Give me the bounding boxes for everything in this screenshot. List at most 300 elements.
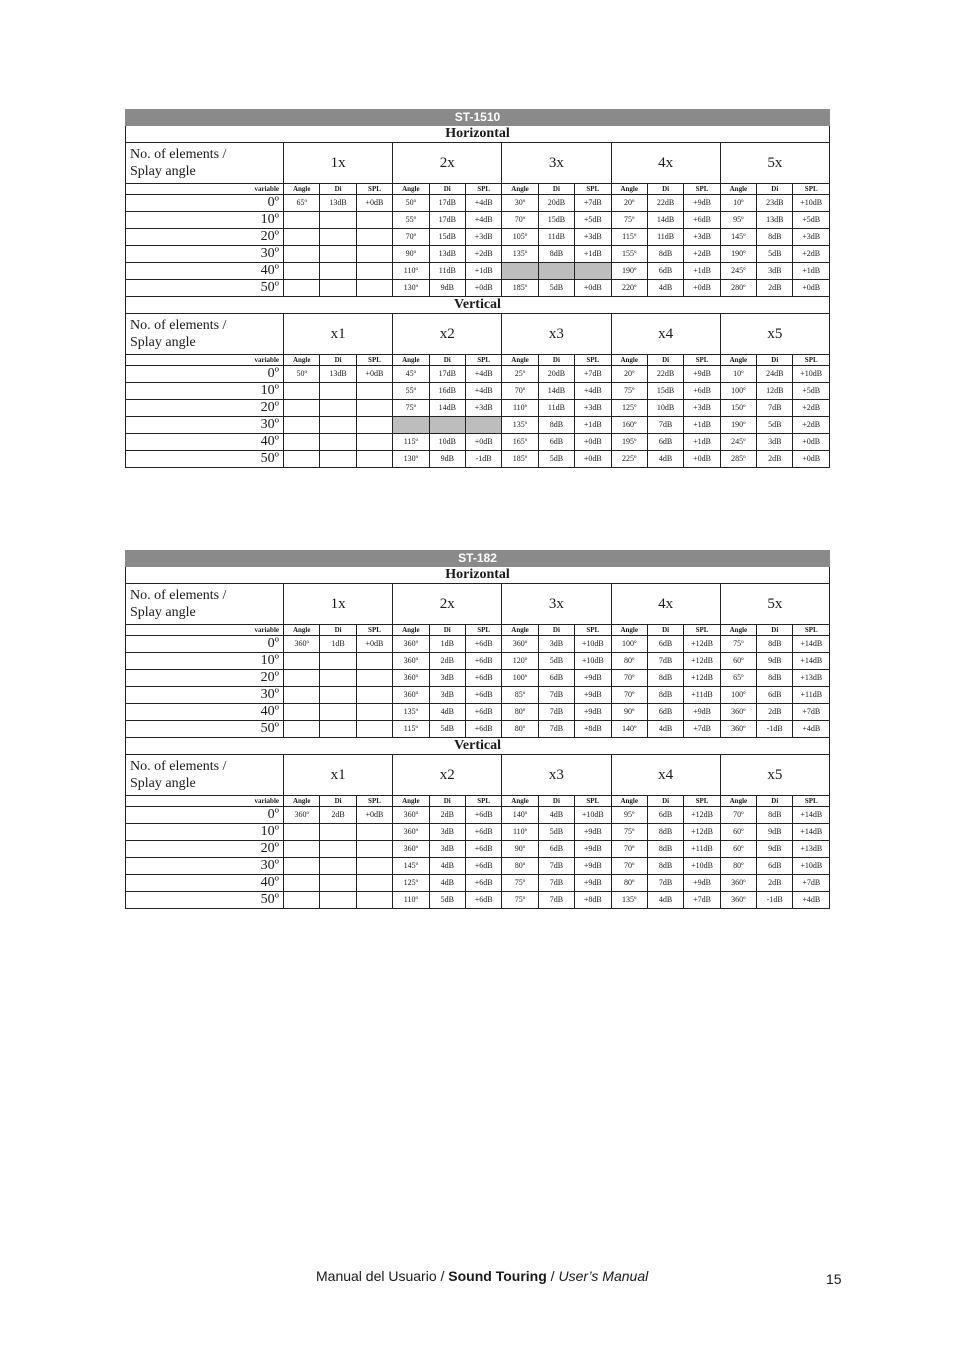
table-cell: 75º xyxy=(720,636,756,653)
empty-cell xyxy=(320,704,356,721)
table-cell: 75º xyxy=(393,400,429,417)
table-cell: 9dB xyxy=(757,841,793,858)
element-count-header: 1x xyxy=(284,584,393,625)
table-cell: +9dB xyxy=(575,704,611,721)
table-cell: 9dB xyxy=(757,824,793,841)
table-cell: +6dB xyxy=(465,841,501,858)
empty-cell xyxy=(320,246,356,263)
empty-cell xyxy=(356,721,392,738)
table-cell: 6dB xyxy=(647,434,683,451)
table-cell: 8dB xyxy=(647,246,683,263)
table-cell: +6dB xyxy=(465,824,501,841)
column-header-spl: SPL xyxy=(684,625,720,636)
column-header-angle: Angle xyxy=(720,184,756,195)
table-cell: +14dB xyxy=(793,824,830,841)
table-cell: +0dB xyxy=(793,451,830,468)
empty-cell xyxy=(284,687,320,704)
section-row xyxy=(126,567,830,584)
table-cell: 70º xyxy=(502,383,538,400)
table-cell: 360º xyxy=(720,892,756,909)
table-cell: +7dB xyxy=(575,366,611,383)
empty-cell xyxy=(356,653,392,670)
table-cell: 160º xyxy=(611,417,647,434)
table-cell: 8dB xyxy=(757,636,793,653)
table-cell: 8dB xyxy=(757,229,793,246)
table-cell: +1dB xyxy=(684,434,720,451)
table-cell: 3dB xyxy=(429,670,465,687)
table-cell: 360º xyxy=(393,687,429,704)
table-row xyxy=(126,366,830,383)
table-cell: +0dB xyxy=(356,366,392,383)
table-cell: 50º xyxy=(284,366,320,383)
table-cell: -1dB xyxy=(465,451,501,468)
table-cell: 360º xyxy=(720,704,756,721)
table-cell: 90º xyxy=(611,704,647,721)
count-header-row xyxy=(126,584,830,625)
table-cell: 100º xyxy=(720,383,756,400)
splay-angle-label: 10º xyxy=(126,212,284,229)
table-cell: +6dB xyxy=(465,670,501,687)
column-header-di: Di xyxy=(320,184,356,195)
splay-angle-label: 40º xyxy=(126,704,284,721)
table-cell: +9dB xyxy=(684,704,720,721)
empty-cell xyxy=(356,229,392,246)
element-count-header: x4 xyxy=(611,314,720,355)
st182-table xyxy=(125,550,829,909)
table-cell: +0dB xyxy=(465,434,501,451)
splay-angle-label: 40º xyxy=(126,263,284,280)
column-header-di: Di xyxy=(757,796,793,807)
table-cell: 145º xyxy=(720,229,756,246)
element-count-header: x1 xyxy=(284,314,393,355)
table-cell: +10dB xyxy=(793,366,830,383)
table-cell: 195º xyxy=(611,434,647,451)
empty-cell xyxy=(284,653,320,670)
table-cell: 70º xyxy=(611,670,647,687)
column-header-di: Di xyxy=(757,184,793,195)
table-cell: 4dB xyxy=(429,858,465,875)
table-row xyxy=(126,858,830,875)
table-row xyxy=(126,400,830,417)
element-count-header: x3 xyxy=(502,314,611,355)
table-cell: 135º xyxy=(611,892,647,909)
empty-cell xyxy=(320,670,356,687)
table-cell: +13dB xyxy=(793,841,830,858)
empty-cell xyxy=(320,417,356,434)
table-cell: 75º xyxy=(611,212,647,229)
table-row xyxy=(126,653,830,670)
splay-angle-label: 20º xyxy=(126,229,284,246)
column-header-row xyxy=(126,625,830,636)
table-cell: +3dB xyxy=(575,229,611,246)
table-cell: 7dB xyxy=(647,653,683,670)
unavailable-cell xyxy=(429,417,465,434)
table-cell: 8dB xyxy=(647,841,683,858)
elements-label: No. of elements / xyxy=(130,147,227,162)
table-cell: +0dB xyxy=(793,280,830,297)
element-count-header: x3 xyxy=(502,755,611,796)
empty-cell xyxy=(284,704,320,721)
table-cell: 16dB xyxy=(429,383,465,400)
table-cell: 8dB xyxy=(538,246,574,263)
table-cell: 2dB xyxy=(429,807,465,824)
table-cell: +0dB xyxy=(575,434,611,451)
empty-cell xyxy=(356,892,392,909)
table-cell: 90º xyxy=(393,246,429,263)
column-header-spl: SPL xyxy=(465,184,501,195)
table-row xyxy=(126,417,830,434)
table-cell: 100º xyxy=(611,636,647,653)
table-cell: 100º xyxy=(502,670,538,687)
data-table xyxy=(125,109,830,468)
column-header-spl: SPL xyxy=(575,796,611,807)
empty-cell xyxy=(356,670,392,687)
element-count-header: x2 xyxy=(393,755,502,796)
variable-label: variable xyxy=(126,796,284,807)
table-cell: +14dB xyxy=(793,653,830,670)
table-cell: 2dB xyxy=(757,704,793,721)
table-cell: +10dB xyxy=(684,858,720,875)
empty-cell xyxy=(320,858,356,875)
empty-cell xyxy=(284,721,320,738)
column-header-di: Di xyxy=(429,625,465,636)
table-cell: +2dB xyxy=(465,246,501,263)
table-cell: +4dB xyxy=(793,892,830,909)
column-header-angle: Angle xyxy=(502,625,538,636)
table-cell: +4dB xyxy=(465,195,501,212)
table-cell: 95º xyxy=(611,807,647,824)
table-cell: +9dB xyxy=(575,841,611,858)
table-cell: 17dB xyxy=(429,366,465,383)
element-count-header: x5 xyxy=(720,755,829,796)
table-cell: +7dB xyxy=(793,704,830,721)
table-cell: 185º xyxy=(502,280,538,297)
section-title: Horizontal xyxy=(126,567,830,584)
table-cell: 360º xyxy=(720,875,756,892)
column-header-angle: Angle xyxy=(611,355,647,366)
empty-cell xyxy=(356,451,392,468)
column-header-angle: Angle xyxy=(393,355,429,366)
table-cell: 115º xyxy=(393,434,429,451)
table-cell: 5dB xyxy=(757,246,793,263)
table-cell: 115º xyxy=(611,229,647,246)
empty-cell xyxy=(320,721,356,738)
table-cell: 12dB xyxy=(757,383,793,400)
table-cell: +3dB xyxy=(465,400,501,417)
table-cell: +6dB xyxy=(465,892,501,909)
unavailable-cell xyxy=(393,417,429,434)
table-cell: +6dB xyxy=(465,807,501,824)
table-cell: 5dB xyxy=(429,721,465,738)
splay-angle-label: 30º xyxy=(126,417,284,434)
table-cell: 5dB xyxy=(538,451,574,468)
table-cell: 70º xyxy=(720,807,756,824)
empty-cell xyxy=(320,892,356,909)
table-cell: +3dB xyxy=(465,229,501,246)
table-cell: +1dB xyxy=(575,246,611,263)
table-cell: +0dB xyxy=(684,280,720,297)
table-cell: 360º xyxy=(393,653,429,670)
table-cell: +8dB xyxy=(575,892,611,909)
column-header-angle: Angle xyxy=(284,184,320,195)
column-header-spl: SPL xyxy=(684,184,720,195)
empty-cell xyxy=(356,875,392,892)
table-cell: 80º xyxy=(720,858,756,875)
splay-angle-label: 40º xyxy=(126,875,284,892)
column-header-di: Di xyxy=(757,355,793,366)
column-header-angle: Angle xyxy=(720,355,756,366)
table-cell: 135º xyxy=(502,417,538,434)
table-cell: 360º xyxy=(393,670,429,687)
table-cell: 5dB xyxy=(757,417,793,434)
table-cell: 60º xyxy=(720,824,756,841)
table-cell: 70º xyxy=(393,229,429,246)
table-cell: 360º xyxy=(720,721,756,738)
empty-cell xyxy=(284,212,320,229)
table-cell: 11dB xyxy=(647,229,683,246)
column-header-angle: Angle xyxy=(720,796,756,807)
unavailable-cell xyxy=(465,417,501,434)
elements-splay-label xyxy=(126,584,284,625)
table-cell: 3dB xyxy=(429,687,465,704)
column-header-di: Di xyxy=(320,796,356,807)
table-cell: 190º xyxy=(720,417,756,434)
table-cell: +2dB xyxy=(793,417,830,434)
table-row xyxy=(126,451,830,468)
column-header-spl: SPL xyxy=(465,625,501,636)
table-cell: 9dB xyxy=(757,653,793,670)
table-cell: 6dB xyxy=(538,841,574,858)
table-title: ST-182 xyxy=(126,551,830,567)
splay-angle-label: 20º xyxy=(126,670,284,687)
empty-cell xyxy=(320,400,356,417)
column-header-di: Di xyxy=(538,355,574,366)
column-header-di: Di xyxy=(320,625,356,636)
column-header-angle: Angle xyxy=(502,355,538,366)
column-header-spl: SPL xyxy=(356,796,392,807)
splay-angle-label: 50º xyxy=(126,892,284,909)
table-cell: 110º xyxy=(502,400,538,417)
splay-angle-label: 50º xyxy=(126,280,284,297)
table-cell: 10dB xyxy=(429,434,465,451)
table-cell: +3dB xyxy=(575,400,611,417)
table-cell: +4dB xyxy=(465,212,501,229)
variable-label: variable xyxy=(126,355,284,366)
table-cell: 10º xyxy=(720,195,756,212)
table-cell: 130º xyxy=(393,280,429,297)
table-cell: +6dB xyxy=(465,721,501,738)
table-cell: +6dB xyxy=(465,875,501,892)
splay-angle-label: 10º xyxy=(126,383,284,400)
table-cell: 9dB xyxy=(429,280,465,297)
table-cell: 4dB xyxy=(647,721,683,738)
table-cell: 70º xyxy=(611,841,647,858)
table-cell: 360º xyxy=(284,636,320,653)
empty-cell xyxy=(284,417,320,434)
table-cell: 360º xyxy=(393,824,429,841)
table-cell: 13dB xyxy=(757,212,793,229)
table-cell: +11dB xyxy=(793,687,830,704)
table-cell: 105º xyxy=(502,229,538,246)
unavailable-cell xyxy=(575,263,611,280)
table-cell: +4dB xyxy=(793,721,830,738)
table-cell: +1dB xyxy=(793,263,830,280)
table-cell: 220º xyxy=(611,280,647,297)
table-cell: +1dB xyxy=(684,417,720,434)
column-header-di: Di xyxy=(647,355,683,366)
table-cell: 245º xyxy=(720,263,756,280)
table-cell: 22dB xyxy=(647,366,683,383)
splay-angle-label: 10º xyxy=(126,824,284,841)
empty-cell xyxy=(284,841,320,858)
table-cell: 13dB xyxy=(429,246,465,263)
column-header-di: Di xyxy=(538,184,574,195)
section-title: Horizontal xyxy=(126,126,830,143)
column-header-spl: SPL xyxy=(465,796,501,807)
unavailable-cell xyxy=(538,263,574,280)
column-header-angle: Angle xyxy=(393,184,429,195)
table-cell: 14dB xyxy=(647,212,683,229)
empty-cell xyxy=(284,892,320,909)
table-cell: 20º xyxy=(611,195,647,212)
elements-splay-label xyxy=(126,143,284,184)
table-cell: 7dB xyxy=(538,704,574,721)
table-cell: 20º xyxy=(611,366,647,383)
table-cell: 3dB xyxy=(429,841,465,858)
table-cell: +14dB xyxy=(793,807,830,824)
element-count-header: 4x xyxy=(611,143,720,184)
table-cell: +10dB xyxy=(575,636,611,653)
table-cell: +14dB xyxy=(793,636,830,653)
table-cell: +8dB xyxy=(575,721,611,738)
table-cell: 7dB xyxy=(538,875,574,892)
table-cell: 6dB xyxy=(647,704,683,721)
table-cell: 65º xyxy=(284,195,320,212)
column-header-di: Di xyxy=(757,625,793,636)
section-row xyxy=(126,738,830,755)
table-cell: 60º xyxy=(720,653,756,670)
table-cell: +1dB xyxy=(684,263,720,280)
splay-angle-label: 50º xyxy=(126,451,284,468)
column-header-angle: Angle xyxy=(284,355,320,366)
empty-cell xyxy=(284,229,320,246)
splay-label: Splay angle xyxy=(130,164,196,179)
elements-splay-label xyxy=(126,314,284,355)
table-cell: 1dB xyxy=(320,636,356,653)
table-cell: +0dB xyxy=(356,636,392,653)
table-cell: 7dB xyxy=(538,892,574,909)
empty-cell xyxy=(320,653,356,670)
section-row xyxy=(126,297,830,314)
page-footer xyxy=(316,1268,648,1284)
table-cell: 30º xyxy=(502,195,538,212)
table-cell: 13dB xyxy=(320,195,356,212)
table-cell: 5dB xyxy=(538,824,574,841)
column-header-spl: SPL xyxy=(793,625,830,636)
empty-cell xyxy=(320,687,356,704)
splay-label: Splay angle xyxy=(130,776,196,791)
table-cell: 120º xyxy=(502,653,538,670)
splay-angle-label: 50º xyxy=(126,721,284,738)
table-cell: 140º xyxy=(502,807,538,824)
element-count-header: x4 xyxy=(611,755,720,796)
empty-cell xyxy=(356,841,392,858)
column-header-di: Di xyxy=(429,796,465,807)
empty-cell xyxy=(356,383,392,400)
data-table xyxy=(125,550,830,909)
table-cell: 6dB xyxy=(647,263,683,280)
table-cell: 135º xyxy=(393,704,429,721)
table-cell: 4dB xyxy=(647,892,683,909)
table-cell: +5dB xyxy=(793,383,830,400)
table-cell: 115º xyxy=(393,721,429,738)
table-cell: 280º xyxy=(720,280,756,297)
column-header-spl: SPL xyxy=(356,625,392,636)
column-header-spl: SPL xyxy=(356,184,392,195)
table-title-row xyxy=(126,110,830,126)
table-cell: +1dB xyxy=(575,417,611,434)
table-cell: 135º xyxy=(502,246,538,263)
table-row xyxy=(126,875,830,892)
empty-cell xyxy=(284,451,320,468)
table-cell: 6dB xyxy=(647,636,683,653)
table-cell: 25º xyxy=(502,366,538,383)
table-cell: 11dB xyxy=(538,400,574,417)
table-row xyxy=(126,824,830,841)
table-row xyxy=(126,212,830,229)
unavailable-cell xyxy=(502,263,538,280)
empty-cell xyxy=(320,875,356,892)
table-cell: 145º xyxy=(393,858,429,875)
elements-label: No. of elements / xyxy=(130,759,227,774)
table-cell: 80º xyxy=(502,721,538,738)
table-cell: 55º xyxy=(393,383,429,400)
empty-cell xyxy=(284,280,320,297)
table-cell: 23dB xyxy=(757,195,793,212)
table-cell: 7dB xyxy=(647,875,683,892)
column-header-di: Di xyxy=(647,184,683,195)
column-header-spl: SPL xyxy=(575,184,611,195)
table-row xyxy=(126,229,830,246)
table-cell: +2dB xyxy=(684,246,720,263)
splay-angle-label: 30º xyxy=(126,246,284,263)
table-cell: 360º xyxy=(502,636,538,653)
table-cell: 9dB xyxy=(429,451,465,468)
elements-label: No. of elements / xyxy=(130,588,227,603)
table-cell: 185º xyxy=(502,451,538,468)
column-header-spl: SPL xyxy=(575,625,611,636)
table-cell: 7dB xyxy=(538,687,574,704)
table-row xyxy=(126,807,830,824)
element-count-header: 5x xyxy=(720,143,829,184)
table-cell: 3dB xyxy=(429,824,465,841)
table-cell: +0dB xyxy=(684,451,720,468)
table-cell: 8dB xyxy=(647,687,683,704)
table-row xyxy=(126,841,830,858)
splay-angle-label: 0º xyxy=(126,636,284,653)
table-cell: 65º xyxy=(720,670,756,687)
table-cell: 225º xyxy=(611,451,647,468)
table-cell: 90º xyxy=(502,841,538,858)
table-cell: 155º xyxy=(611,246,647,263)
table-cell: 70º xyxy=(611,858,647,875)
table-cell: 100º xyxy=(720,687,756,704)
table-cell: 14dB xyxy=(538,383,574,400)
empty-cell xyxy=(320,263,356,280)
table-cell: 190º xyxy=(611,263,647,280)
count-header-row xyxy=(126,755,830,796)
column-header-angle: Angle xyxy=(611,796,647,807)
